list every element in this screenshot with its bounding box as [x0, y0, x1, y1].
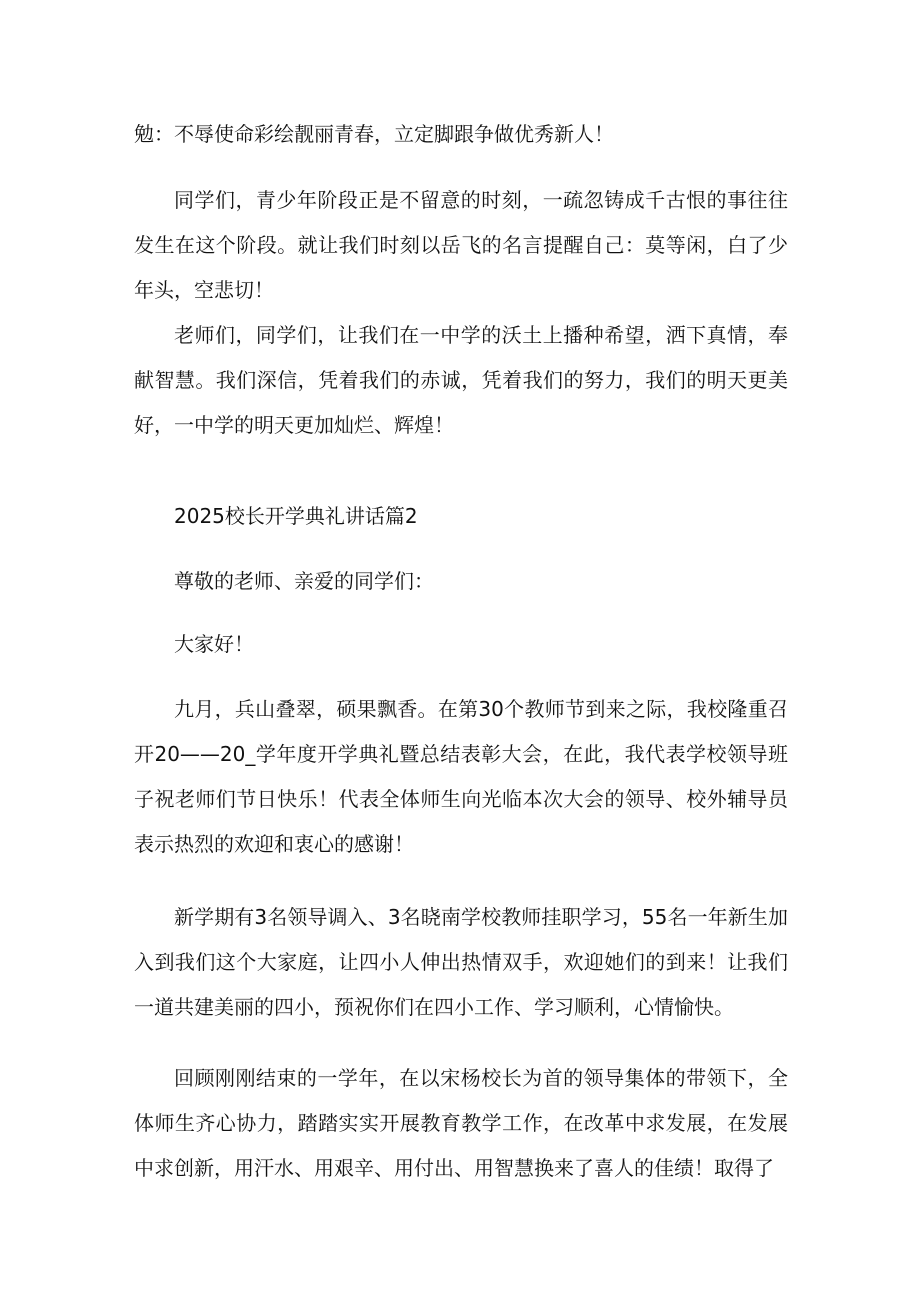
paragraph: 同学们，青少年阶段正是不留意的时刻，一疏忽铸成千古恨的事往往发生在这个阶段。就让我们时刻以岳飞的名言提醒自己：莫等闲，白了少年头，空悲切！	[134, 188, 788, 302]
paragraph: 老师们，同学们，让我们在一中学的沃土上播种希望，洒下真情，奉献智慧。我们深信，凭着我们的赤诚，凭着我们的努力，我们的明天更美好，一中学的明天更加灿烂、辉煌！	[134, 323, 788, 437]
paragraph-continuation: 勉：不辱使命彩绘靓丽青春，立定脚跟争做优秀新人！	[134, 122, 614, 146]
salutation: 尊敬的老师、亲爱的同学们：	[174, 569, 434, 593]
section-heading: 2025校长开学典礼讲话篇2	[174, 504, 418, 528]
greeting: 大家好！	[174, 632, 254, 656]
paragraph: 九月，兵山叠翠，硕果飘香。在第30个教师节到来之际，我校隆重召开20——20_学年度开学典礼暨总结表彰大会，在此，我代表学校领导班子祝老师们节日快乐！代表全体师生向光临本次大会的领导、校外辅导员表示热烈的欢迎和衷心的感谢！	[134, 697, 788, 856]
paragraph: 新学期有3名领导调入、3名晓南学校教师挂职学习，55名一年新生加入到我们这个大家庭，让四小人伸出热情双手，欢迎她们的到来！让我们一道共建美丽的四小，预祝你们在四小工作、学习顺利，心情愉快。	[134, 905, 788, 1019]
paragraph: 回顾刚刚结束的一学年，在以宋杨校长为首的领导集体的带领下，全体师生齐心协力，踏踏实实开展教育教学工作，在改革中求发展，在发展中求创新，用汗水、用艰辛、用付出、用智慧换来了喜人的佳绩！取得了	[134, 1066, 788, 1180]
